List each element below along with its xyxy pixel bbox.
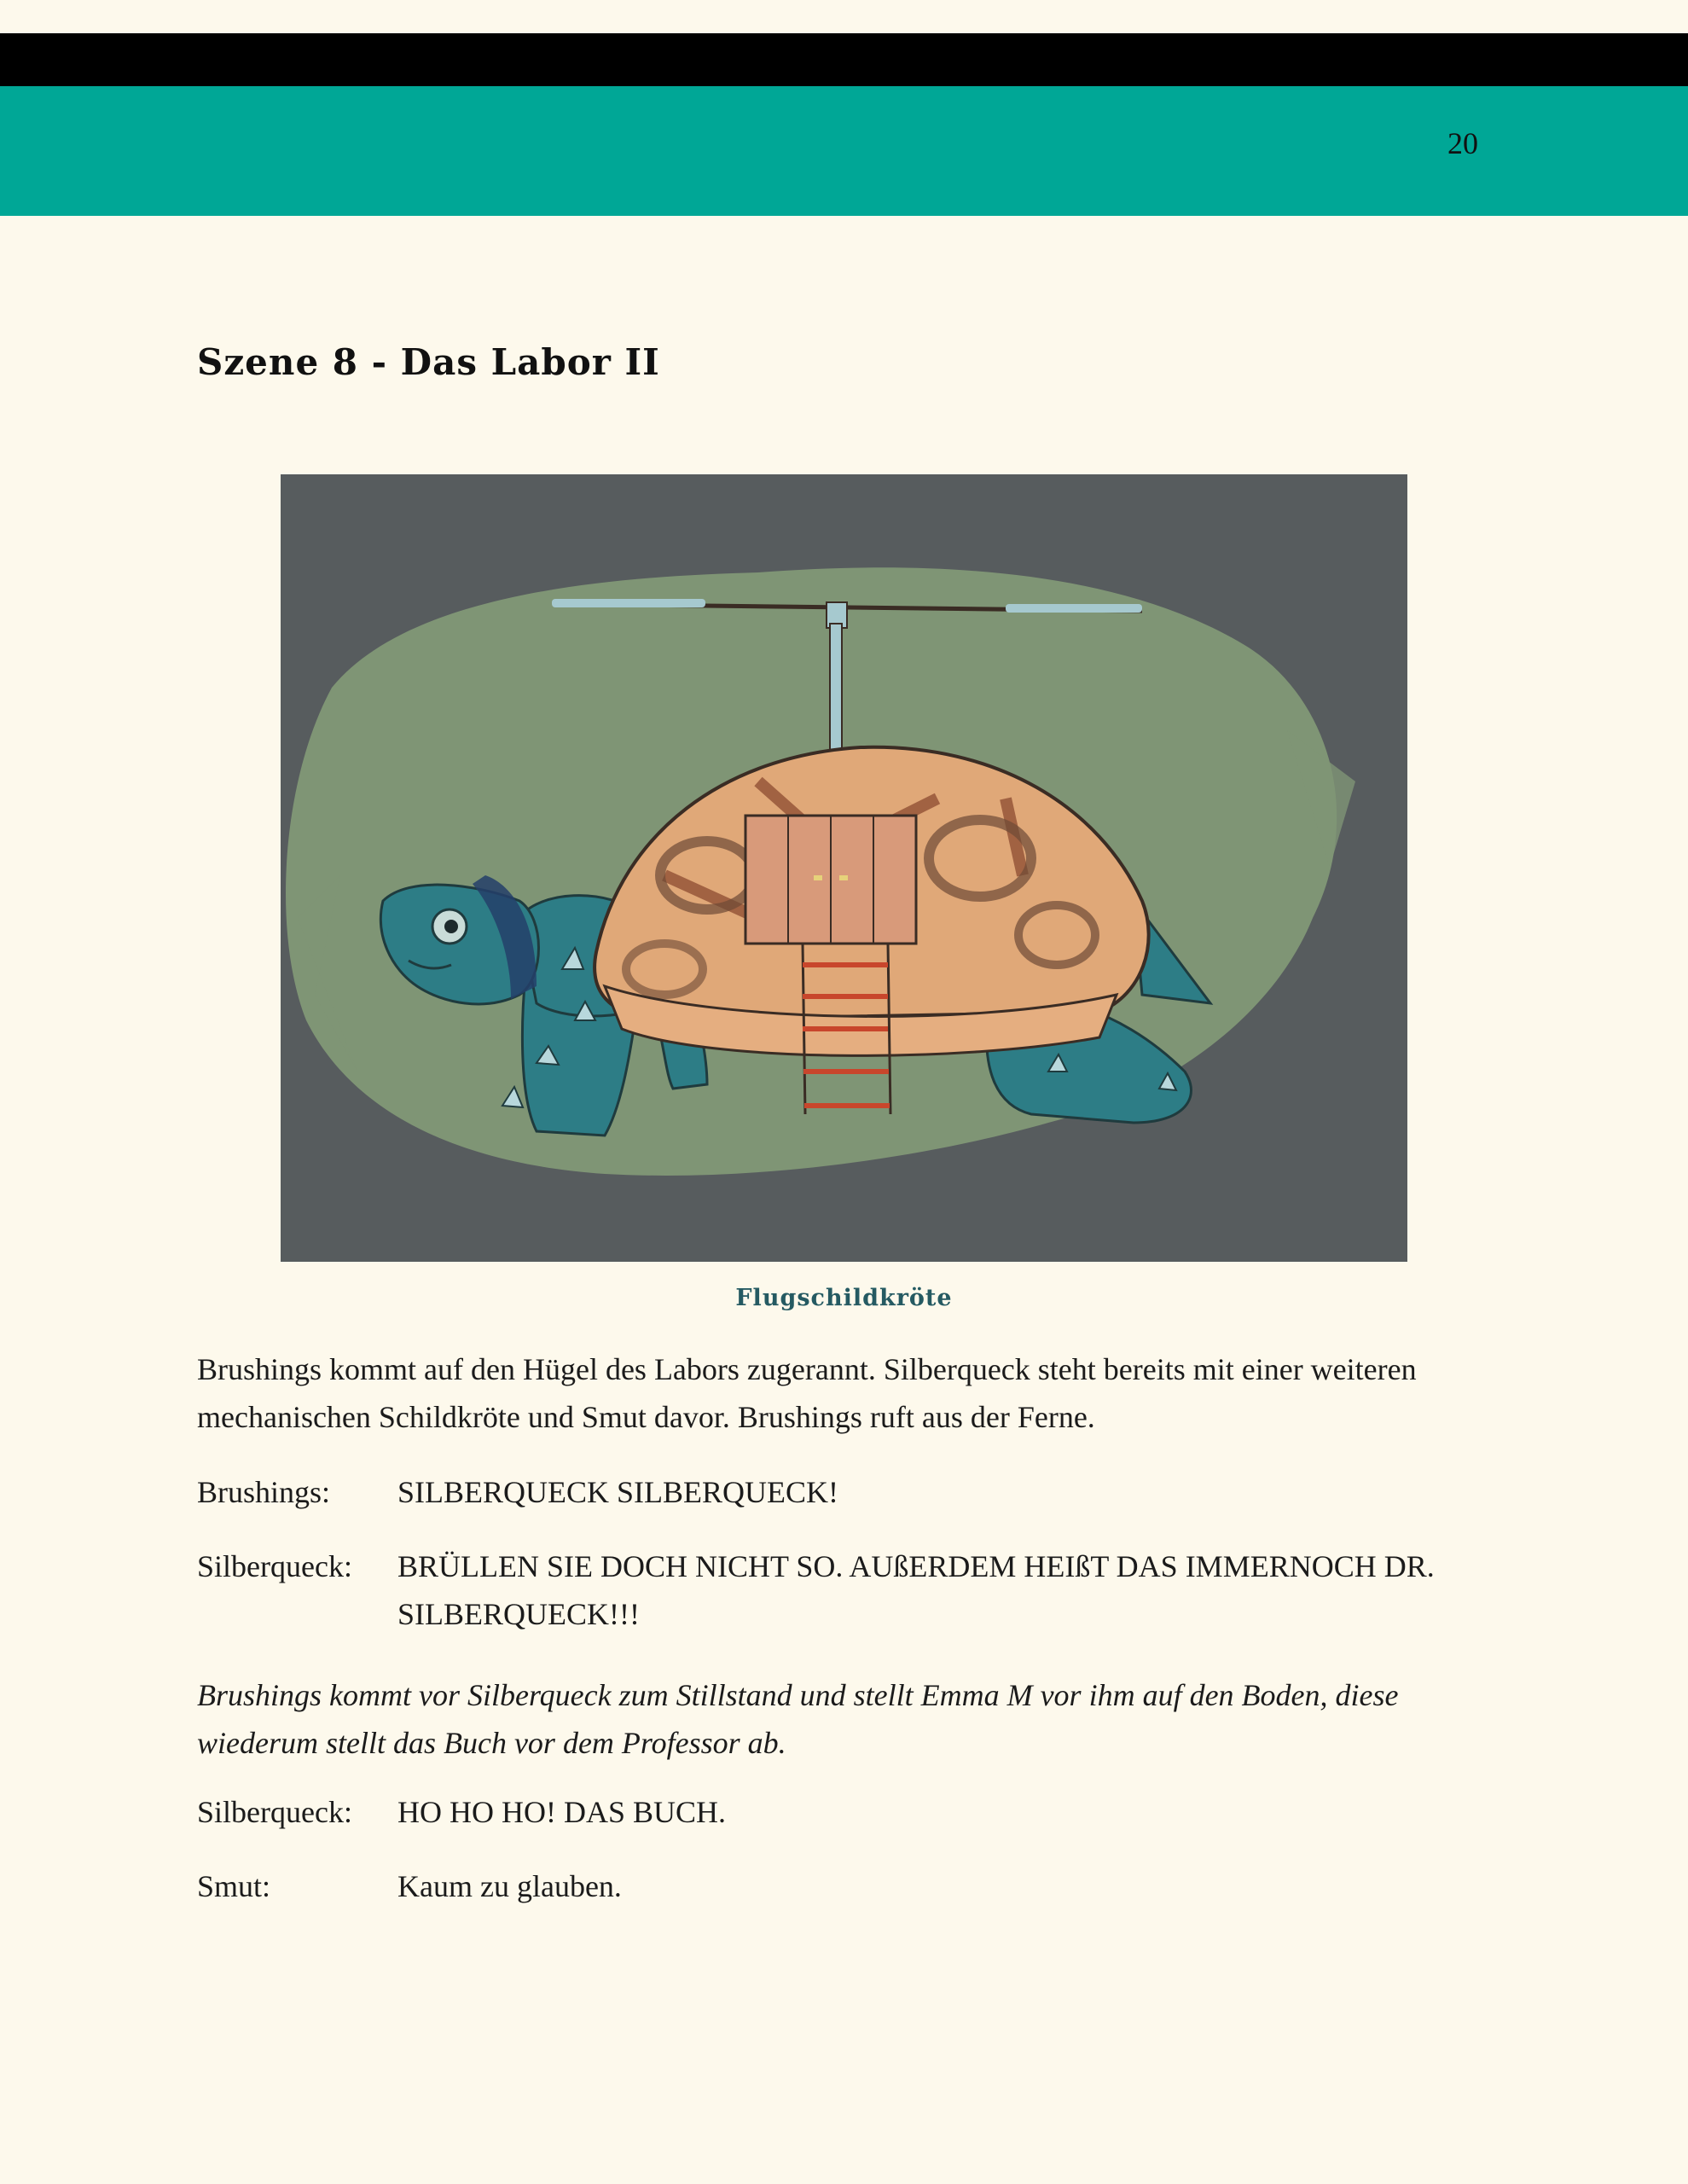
speaker-name: Silberqueck: [197, 1795, 352, 1829]
stage-direction-intro: Brushings kommt auf den Hügel des Labors zugerannt. Silberqueck steht bereits mit einer weiteren mechanischen Schildkröte und Smut davor. Brushings ruft aus der Ferne. [197, 1352, 1417, 1434]
speaker-name: Smut: [197, 1869, 271, 1903]
scene-title: Szene 8 - Das Labor II [197, 341, 660, 383]
speech-text: HO HO HO! DAS BUCH. [397, 1795, 727, 1829]
turtle-illustration [281, 474, 1407, 1262]
speech-text: Kaum zu glauben. [397, 1869, 622, 1903]
top-black-band [0, 33, 1688, 86]
speaker-name: Brushings: [197, 1475, 331, 1509]
header-band [0, 86, 1688, 216]
stage-direction: Brushings kommt vor Silberqueck zum Stillstand und stellt Emma M vor ihm auf den Boden, diese wiederum stellt das Buch vor dem Professor ab. [197, 1678, 1399, 1760]
speaker-name: Silberqueck: [197, 1549, 352, 1583]
page-number: 20 [1447, 126, 1478, 160]
speech-text: SILBERQUECK SILBERQUECK! [397, 1475, 839, 1509]
speech-text: BRÜLLEN SIE DOCH NICHT SO. AUßERDEM HEIßT DAS IMMERNOCH DR. SILBERQUECK!!! [397, 1549, 1435, 1631]
figure-caption: Flugschildkröte [735, 1285, 953, 1311]
